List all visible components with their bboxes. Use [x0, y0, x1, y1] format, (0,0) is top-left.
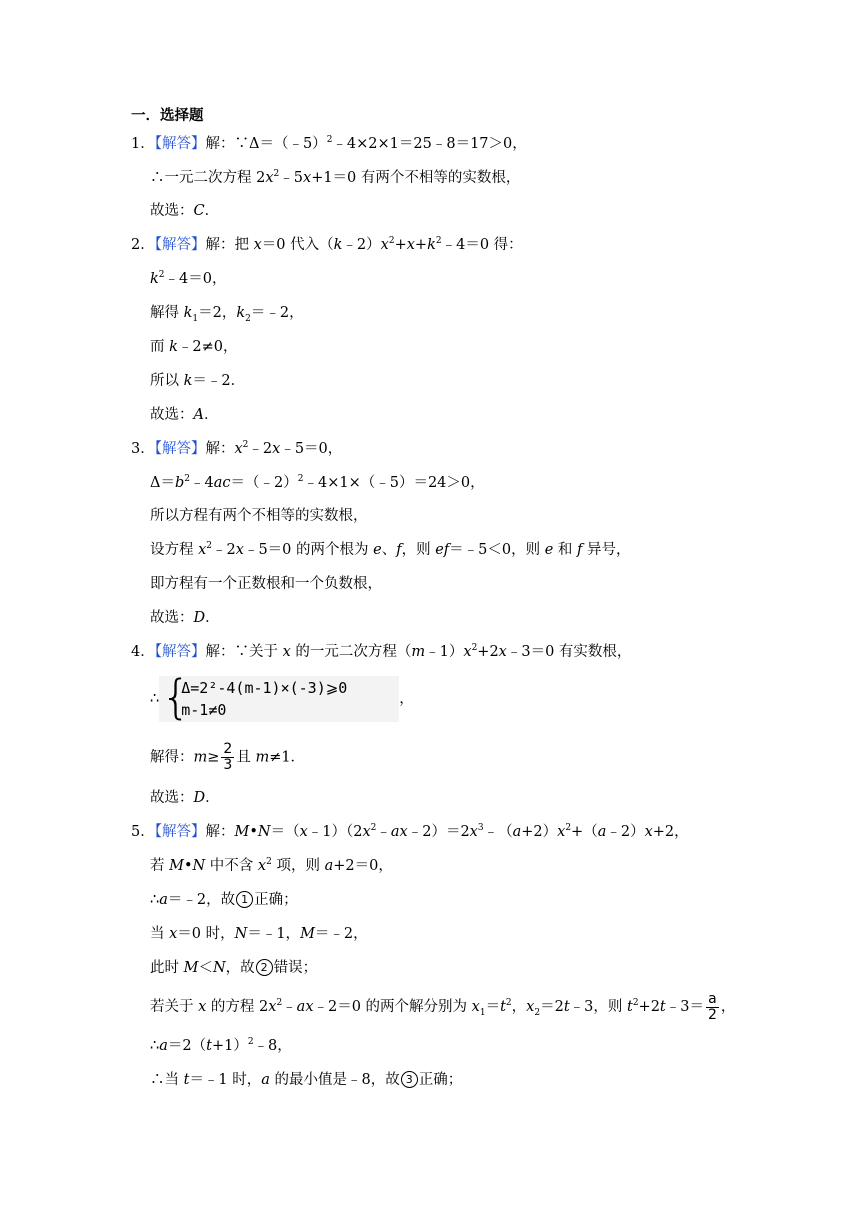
- q4-system-line: ∴ { Δ=2²-4(m-1)×(-3)⩾0 m-1≠0 ，: [150, 670, 414, 724]
- fraction: $\frac{2}{3}$: [223, 741, 233, 773]
- q2-line-3: 解得 $k_1=2$，$k_2=﹣2$，: [150, 305, 304, 324]
- q2-number: 2．: [131, 237, 155, 253]
- answer-tag: 【解答】: [154, 441, 206, 457]
- q2-line-4: 而 k﹣2≠0，: [150, 339, 238, 355]
- q3-line-4: 设方程 $x^2﹣2x﹣5=0$ 的两个根为 e、f，则 ef＝﹣5＜0，则 e 和 f 异号，: [150, 541, 631, 558]
- q5-line-4: 当 x＝0 时，N＝﹣1，M＝﹣2，: [150, 926, 368, 942]
- circled-number: 1: [236, 891, 253, 908]
- q3-line-6: 故选：D．: [150, 610, 220, 626]
- brace-icon: {: [161, 670, 191, 724]
- q3-number: 3．: [131, 441, 155, 457]
- fraction: $\frac{a}{2}$: [707, 990, 717, 1023]
- answer-tag: 【解答】: [154, 824, 206, 840]
- q3-line-1: 3．【解答】解：$x^2﹣2x﹣5=0$，: [131, 440, 343, 457]
- q5-line-1: 5．【解答】解：$M•N=(x﹣1)(2x^2﹣ax﹣2)=2x^3﹣(a+2)x^2+(a﹣2)x+2$，: [131, 823, 689, 840]
- q5-line-2: 若 M•N 中不含 $x^2$ 项，则 a+2＝0，: [150, 857, 393, 874]
- q5-number: 5．: [131, 824, 155, 840]
- q4-line-3: 解得：m≥ $\frac{2}{3}$ 且 m≠1．: [150, 741, 306, 773]
- answer-tag: 【解答】: [154, 136, 206, 152]
- equation-system-image: { Δ=2²-4(m-1)×(-3)⩾0 m-1≠0: [159, 676, 399, 722]
- q2-line-6: 故选：A．: [150, 407, 219, 423]
- q4-line-4: 故选：D．: [150, 790, 220, 806]
- circled-number: 2: [256, 959, 273, 976]
- q3-line-3: 所以方程有两个不相等的实数根，: [150, 508, 368, 524]
- q5-line-5: 此时 M＜N，故 2 错误；: [150, 960, 318, 976]
- q1-line-3: 故选：C．: [150, 203, 220, 219]
- q3-line-2: $\Delta=b^2﹣4ac=(﹣2)^2﹣4\times 1\times(﹣5)=24>0$，: [150, 474, 485, 491]
- q3-line-5: 即方程有一个正数根和一个负数根，: [150, 576, 382, 592]
- q5-line-7: $\therefore a=2(t+1)^2﹣8$，: [150, 1037, 292, 1054]
- q5-line-3: ∴a＝﹣2，故 1 正确；: [150, 892, 298, 908]
- q4-number: 4．: [131, 644, 155, 660]
- q2-line-2: $k^2﹣4=0$，: [150, 270, 227, 287]
- q5-line-8: ∴当 t＝﹣1 时，a 的最小值是﹣8，故 3 正确；: [150, 1072, 463, 1088]
- q1-line-1: 1．【解答】解：∵Δ＝（﹣5）$^2$﹣4×2×1＝25﹣8＝17＞0，: [131, 135, 527, 152]
- q1-line-2: ∴一元二次方程 $2x^2﹣5x+1=0$ 有两个不相等的实数根，: [150, 169, 521, 186]
- q2-line-1: 2．【解答】解：把 x＝0 代入$(k﹣2)x^2+x+k^2﹣4=0$ 得：: [131, 236, 523, 253]
- answer-tag: 【解答】: [154, 644, 206, 660]
- q2-line-5: 所以 k＝﹣2．: [150, 373, 246, 389]
- answer-tag: 【解答】: [154, 237, 206, 253]
- q4-line-1: 4．【解答】解：∵关于 x 的一元二次方程$(m﹣1)x^2+2x﹣3=0$ 有实数根，: [131, 643, 632, 660]
- section-title: 一．选择题: [131, 107, 204, 124]
- circled-number: 3: [401, 1071, 418, 1088]
- q5-line-6: 若关于 x 的方程 $2x^2﹣ax﹣2=0$ 的两个解分别为 $x_1=t^2$，$x_2=2t﹣3$，则 $t^2+2t﹣3=$ $\frac{a}{2}$ ，: [150, 990, 736, 1023]
- q1-number: 1．: [131, 136, 155, 152]
